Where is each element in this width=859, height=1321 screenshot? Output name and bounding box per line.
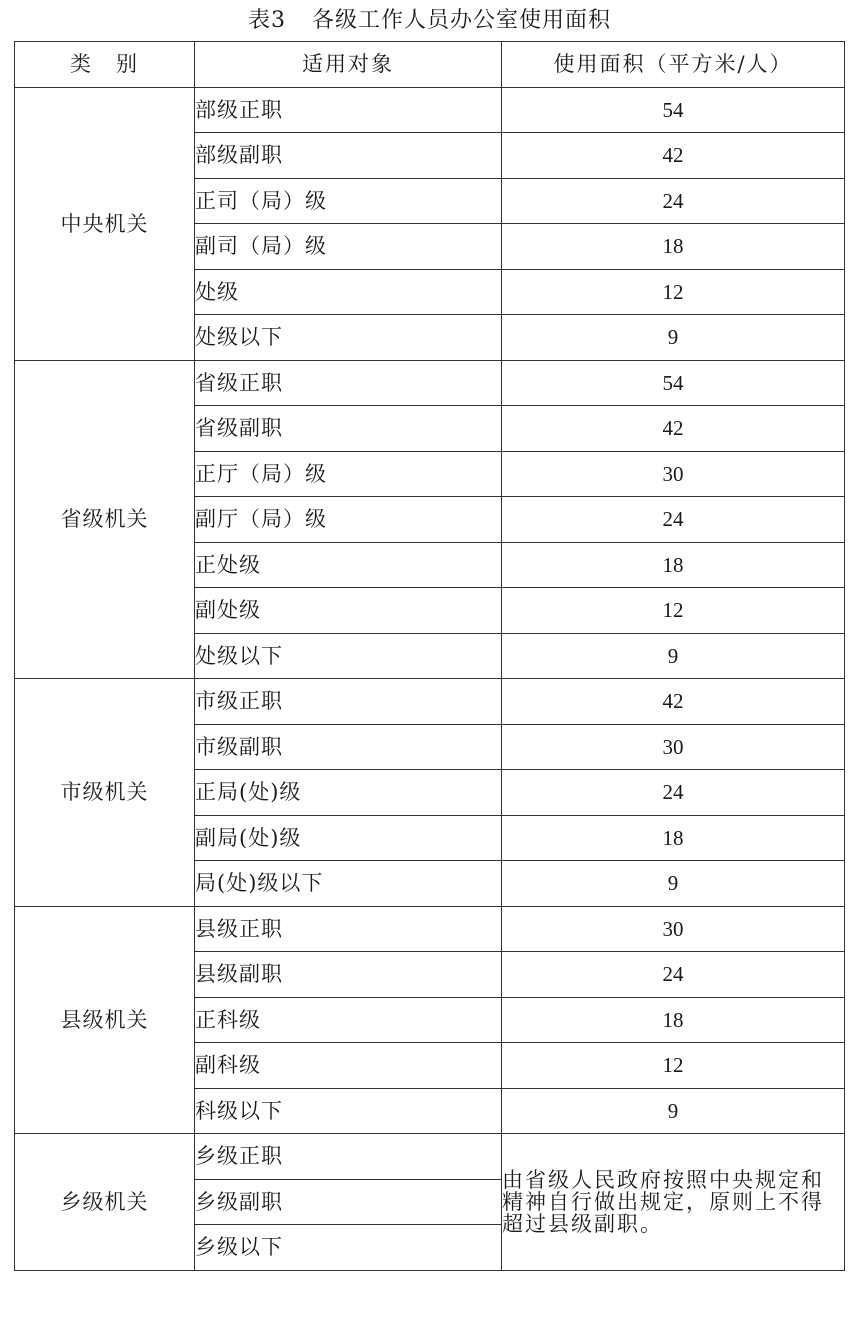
object-cell: 科级以下 xyxy=(195,1088,502,1134)
area-value-cell: 54 xyxy=(502,360,845,406)
object-cell: 部级副职 xyxy=(195,133,502,179)
area-value-cell: 12 xyxy=(502,269,845,315)
office-area-table xyxy=(14,41,845,1271)
object-cell: 省级正职 xyxy=(195,360,502,406)
object-cell: 乡级正职 xyxy=(195,1134,502,1180)
area-value-cell: 24 xyxy=(502,497,845,543)
area-value-cell: 9 xyxy=(502,861,845,907)
object-cell: 正处级 xyxy=(195,542,502,588)
object-cell: 正司（局）级 xyxy=(195,178,502,224)
area-note-cell: 由省级人民政府按照中央规定和精神自行做出规定，原则上不得超过县级副职。 xyxy=(502,1134,845,1271)
area-value-cell: 42 xyxy=(502,406,845,452)
header-category: 类 别 xyxy=(15,42,195,88)
object-cell: 副处级 xyxy=(195,588,502,634)
area-value-cell: 18 xyxy=(502,997,845,1043)
area-value-cell: 18 xyxy=(502,542,845,588)
area-value-cell: 9 xyxy=(502,315,845,361)
object-cell: 正局(处)级 xyxy=(195,770,502,816)
area-value-cell: 24 xyxy=(502,952,845,998)
area-value-cell: 30 xyxy=(502,724,845,770)
object-cell: 乡级副职 xyxy=(195,1179,502,1225)
table-row xyxy=(15,906,845,952)
table-title-text: 各级工作人员办公室使用面积 xyxy=(311,8,611,33)
object-cell: 正科级 xyxy=(195,997,502,1043)
area-value-cell: 30 xyxy=(502,451,845,497)
object-cell: 副科级 xyxy=(195,1043,502,1089)
object-cell: 市级副职 xyxy=(195,724,502,770)
category-cell: 市级机关 xyxy=(15,679,195,907)
area-value-cell: 12 xyxy=(502,588,845,634)
header-area: 使用面积（平方米/人） xyxy=(502,42,845,88)
area-value-cell: 9 xyxy=(502,633,845,679)
category-cell: 乡级机关 xyxy=(15,1134,195,1271)
category-cell: 中央机关 xyxy=(15,87,195,360)
object-cell: 处级以下 xyxy=(195,315,502,361)
object-cell: 处级以下 xyxy=(195,633,502,679)
object-cell: 部级正职 xyxy=(195,87,502,133)
area-value-cell: 24 xyxy=(502,178,845,224)
object-cell: 市级正职 xyxy=(195,679,502,725)
object-cell: 县级正职 xyxy=(195,906,502,952)
category-cell: 县级机关 xyxy=(15,906,195,1134)
table-row xyxy=(15,360,845,406)
area-value-cell: 18 xyxy=(502,815,845,861)
object-cell: 副司（局）级 xyxy=(195,224,502,270)
area-value-cell: 42 xyxy=(502,679,845,725)
area-value-cell: 30 xyxy=(502,906,845,952)
header-row xyxy=(15,42,845,88)
table-body xyxy=(15,87,845,1270)
area-value-cell: 54 xyxy=(502,87,845,133)
table-row xyxy=(15,87,845,133)
object-cell: 副局(处)级 xyxy=(195,815,502,861)
object-cell: 乡级以下 xyxy=(195,1225,502,1271)
object-cell: 正厅（局）级 xyxy=(195,451,502,497)
area-value-cell: 12 xyxy=(502,1043,845,1089)
object-cell: 副厅（局）级 xyxy=(195,497,502,543)
area-value-cell: 9 xyxy=(502,1088,845,1134)
object-cell: 县级副职 xyxy=(195,952,502,998)
area-value-cell: 24 xyxy=(502,770,845,816)
table-row xyxy=(15,679,845,725)
area-value-cell: 18 xyxy=(502,224,845,270)
area-value-cell: 42 xyxy=(502,133,845,179)
object-cell: 省级副职 xyxy=(195,406,502,452)
table-row xyxy=(15,1134,845,1180)
header-object: 适用对象 xyxy=(195,42,502,88)
table-number: 表3 xyxy=(247,8,286,33)
category-cell: 省级机关 xyxy=(15,360,195,679)
object-cell: 局(处)级以下 xyxy=(195,861,502,907)
object-cell: 处级 xyxy=(195,269,502,315)
table-title xyxy=(0,6,859,36)
